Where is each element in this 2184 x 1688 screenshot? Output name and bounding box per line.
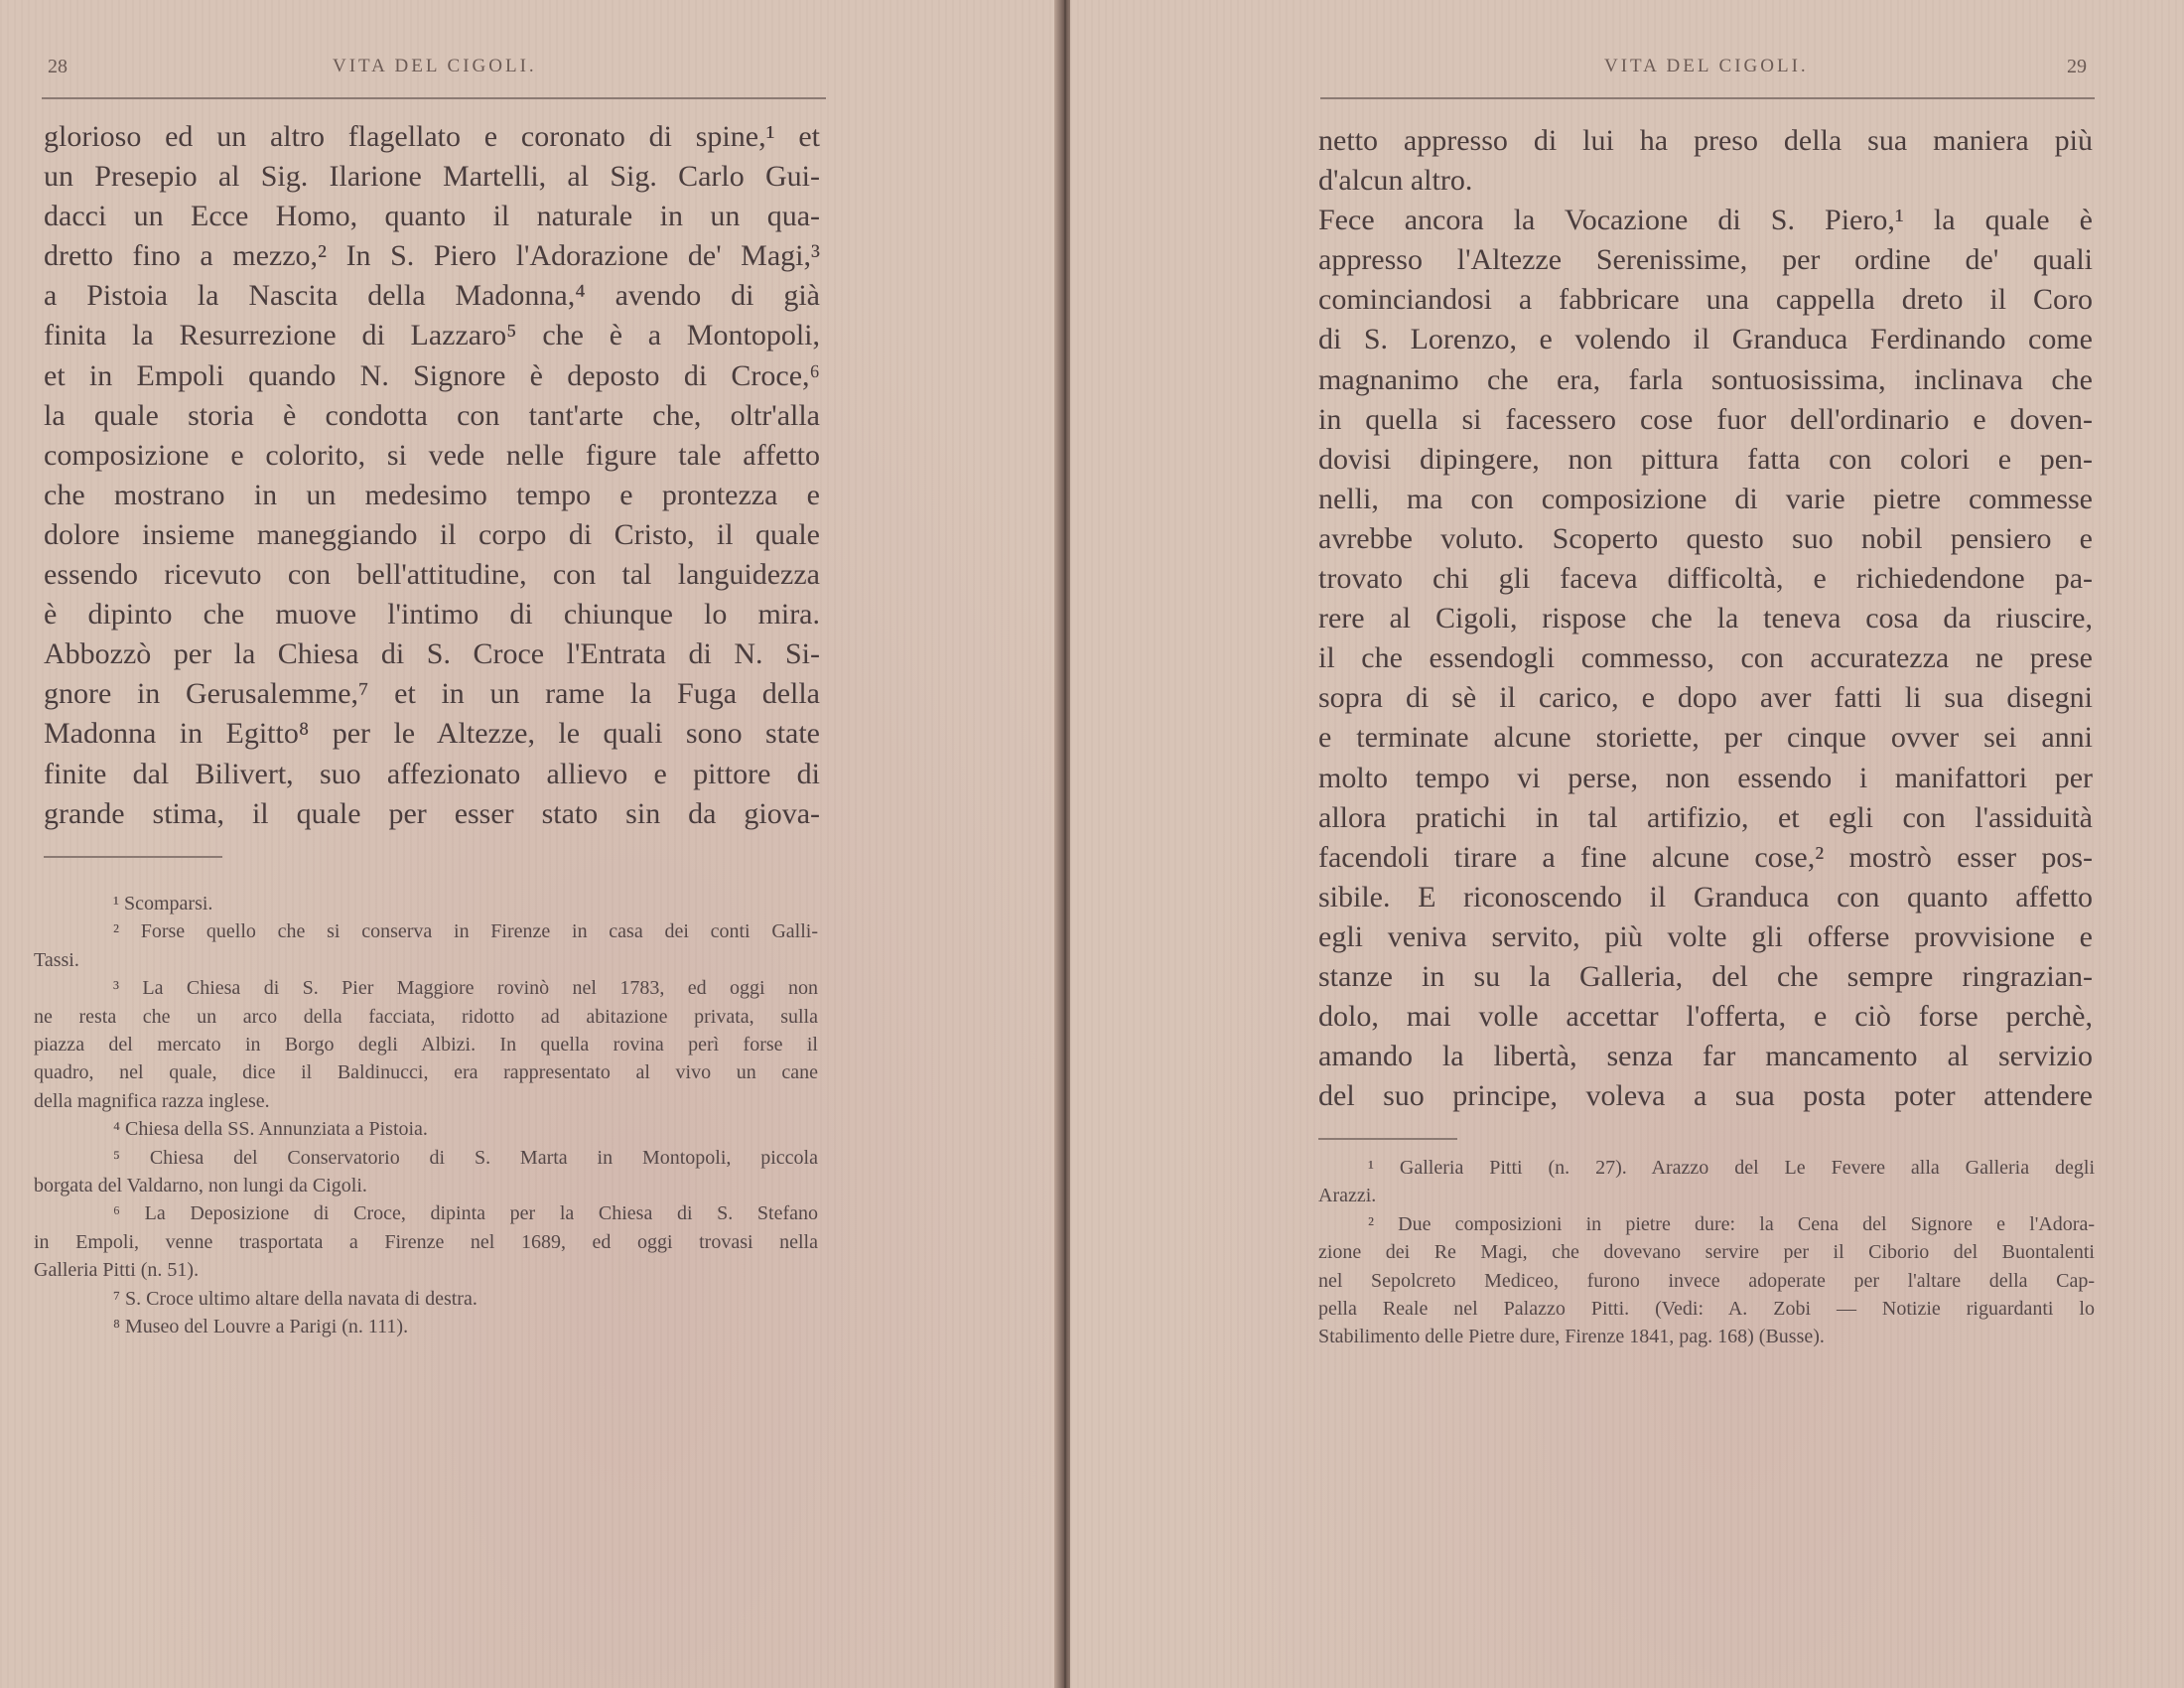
right-page-number: 29 [2067, 56, 2087, 77]
footnote-line: ⁸ Museo del Louvre a Parigi (n. 111). [113, 1316, 409, 1338]
footnote-line: Stabilimento delle Pietre dure, Firenze 1841, pag. 168) (Busse). [1318, 1326, 1825, 1348]
left-page [0, 0, 1060, 1688]
text-line: la quale storia è condotta con tant'arte che, oltr'alla [44, 398, 820, 432]
text-line: appresso l'Altezze Serenissime, per ordine de' quali [1318, 243, 2093, 277]
text-line: del suo principe, voleva a sua posta poter attendere [1318, 1079, 2093, 1113]
text-line: e terminate alcune storiette, per cinque ovver sei anni [1318, 721, 2093, 755]
footnote-line: ² Forse quello che si conserva in Firenze in casa dei conti Galli- [113, 920, 818, 943]
footnote-line: Arazzi. [1318, 1185, 1377, 1207]
right-running-head [1070, 56, 2184, 85]
footnote-line: pella Reale nel Palazzo Pitti. (Vedi: A. Zobi — Notizie riguardanti lo [1318, 1298, 2095, 1321]
left-footnote-rule [44, 856, 222, 858]
footnote-line: quadro, nel quale, dice il Baldinucci, era rappresentato al vivo un cane [34, 1061, 818, 1084]
text-line: facendoli tirare a fine alcune cose,² mostrò esser pos- [1318, 840, 2093, 874]
text-line: sibile. E riconoscendo il Granduca con quanto affetto [1318, 880, 2093, 914]
text-line: dretto fino a mezzo,² In S. Piero l'Adorazione de' Magi,³ [44, 239, 820, 273]
footnote-line: ⁶ La Deposizione di Croce, dipinta per la Chiesa di S. Stefano [113, 1202, 818, 1225]
text-line: trovato chi gli faceva difficoltà, e richiedendone pa- [1318, 562, 2093, 596]
text-line: dovisi dipingere, non pittura fatta con colori e pen- [1318, 442, 2093, 476]
text-line: a Pistoia la Nascita della Madonna,⁴ avendo di già [44, 279, 820, 313]
text-line: finita la Resurrezione di Lazzaro⁵ che è a Montopoli, [44, 319, 820, 352]
left-page-number: 28 [48, 56, 68, 77]
footnote-line: borgata del Valdarno, non lungi da Cigoli. [34, 1175, 367, 1197]
footnote-line: ⁵ Chiesa del Conservatorio di S. Marta in Montopoli, piccola [113, 1146, 818, 1169]
footnote-line: ³ La Chiesa di S. Pier Maggiore rovinò nel 1783, ed oggi non [113, 977, 818, 1000]
text-line: Abbozzò per la Chiesa di S. Croce l'Entrata di N. Si- [44, 637, 820, 671]
text-line: Fece ancora la Vocazione di S. Piero,¹ la quale è [1318, 204, 2093, 237]
text-line: magnanimo che era, farla sontuosissima, inclinava che [1318, 362, 2093, 396]
right-header-rule [1320, 97, 2095, 99]
text-line: dolo, mai volle accettar l'offerta, e ciò forse perchè, [1318, 1000, 2093, 1034]
text-line: dolore insieme maneggiando il corpo di Cristo, il quale [44, 517, 820, 551]
text-line: dacci un Ecce Homo, quanto il naturale in un qua- [44, 200, 820, 233]
left-running-title: VITA DEL CIGOLI. [333, 56, 537, 76]
text-line: che mostrano in un medesimo tempo e prontezza e [44, 478, 820, 511]
text-line: Madonna in Egitto⁸ per le Altezze, le quali sono state [44, 717, 820, 751]
footnote-line: della magnifica razza inglese. [34, 1089, 270, 1112]
text-line: composizione e colorito, si vede nelle figure tale affetto [44, 438, 820, 472]
right-running-title: VITA DEL CIGOLI. [1604, 56, 1809, 76]
right-footnote-rule [1318, 1138, 1457, 1140]
left-header-rule [42, 97, 826, 99]
footnote-line: ⁷ S. Croce ultimo altare della navata di destra. [113, 1287, 478, 1310]
footnote-line: ¹ Galleria Pitti (n. 27). Arazzo del Le Fevere alla Galleria degli [1368, 1157, 2095, 1179]
text-line: grande stima, il quale per esser stato sin da giova- [44, 796, 820, 830]
text-line: allora pratichi in tal artifizio, et egli con l'assiduità [1318, 800, 2093, 834]
text-line: in quella si facessero cose fuor dell'ordinario e doven- [1318, 402, 2093, 436]
right-footnotes [1318, 1154, 2095, 1351]
text-line: egli veniva servito, più volte gli offerse provvisione e [1318, 919, 2093, 953]
footnote-line: Tassi. [34, 948, 79, 971]
text-line: finite dal Bilivert, suo affezionato allievo e pittore di [44, 757, 820, 790]
text-line: gnore in Gerusalemme,⁷ et in un rame la Fuga della [44, 677, 820, 711]
text-line: di S. Lorenzo, e volendo il Granduca Ferdinando come [1318, 323, 2093, 356]
footnote-line: zione dei Re Magi, che dovevano servire per il Ciborio del Buontalenti [1318, 1241, 2095, 1264]
right-page [1070, 0, 2184, 1688]
left-body-text [44, 117, 820, 834]
right-body-text [1318, 121, 2093, 1116]
text-line: sopra di sè il carico, e dopo aver fatti li sua disegni [1318, 681, 2093, 715]
left-running-head [0, 56, 1060, 85]
text-line: avrebbe voluto. Scoperto questo suo nobil pensiero e [1318, 521, 2093, 555]
text-line: cominciandosi a fabbricare una cappella dreto il Coro [1318, 283, 2093, 317]
text-line: et in Empoli quando N. Signore è deposto di Croce,⁶ [44, 358, 820, 392]
text-line: molto tempo vi perse, non essendo i manifattori per [1318, 761, 2093, 794]
text-line: nelli, ma con composizione di varie pietre commesse [1318, 482, 2093, 515]
text-line: rere al Cigoli, rispose che la teneva cosa da riuscire, [1318, 602, 2093, 635]
text-line: è dipinto che muove l'intimo di chiunque lo mira. [44, 598, 820, 632]
footnote-line: ne resta che un arco della facciata, ridotto ad abitazione privata, sulla [34, 1005, 818, 1028]
footnote-line: ¹ Scomparsi. [113, 893, 213, 914]
text-line: un Presepio al Sig. Ilarione Martelli, al Sig. Carlo Gui- [44, 160, 820, 194]
text-line: stanze in su la Galleria, del che sempre ringrazian- [1318, 959, 2093, 993]
text-line: d'alcun altro. [1318, 164, 1473, 198]
footnote-line: piazza del mercato in Borgo degli Albizi. In quella rovina perì forse il [34, 1034, 818, 1056]
left-footnotes [34, 890, 818, 1341]
footnote-line: in Empoli, venne trasportata a Firenze nel 1689, ed oggi trovasi nella [34, 1230, 818, 1253]
text-line: glorioso ed un altro flagellato e coronato di spine,¹ et [44, 120, 820, 153]
footnote-line: ² Due composizioni in pietre dure: la Cena del Signore e l'Adora- [1368, 1212, 2095, 1235]
footnote-line: ⁴ Chiesa della SS. Annunziata a Pistoia. [113, 1118, 428, 1141]
text-line: amando la libertà, senza far mancamento al servizio [1318, 1040, 2093, 1073]
text-line: il che essendogli commesso, con accuratezza ne prese [1318, 641, 2093, 675]
text-line: netto appresso di lui ha preso della sua maniera più [1318, 124, 2093, 157]
footnote-line: nel Sepolcreto Mediceo, furono invece adoperate per l'altare della Cap- [1318, 1269, 2095, 1292]
text-line: essendo ricevuto con bell'attitudine, con tal languidezza [44, 558, 820, 592]
footnote-line: Galleria Pitti (n. 51). [34, 1259, 200, 1282]
